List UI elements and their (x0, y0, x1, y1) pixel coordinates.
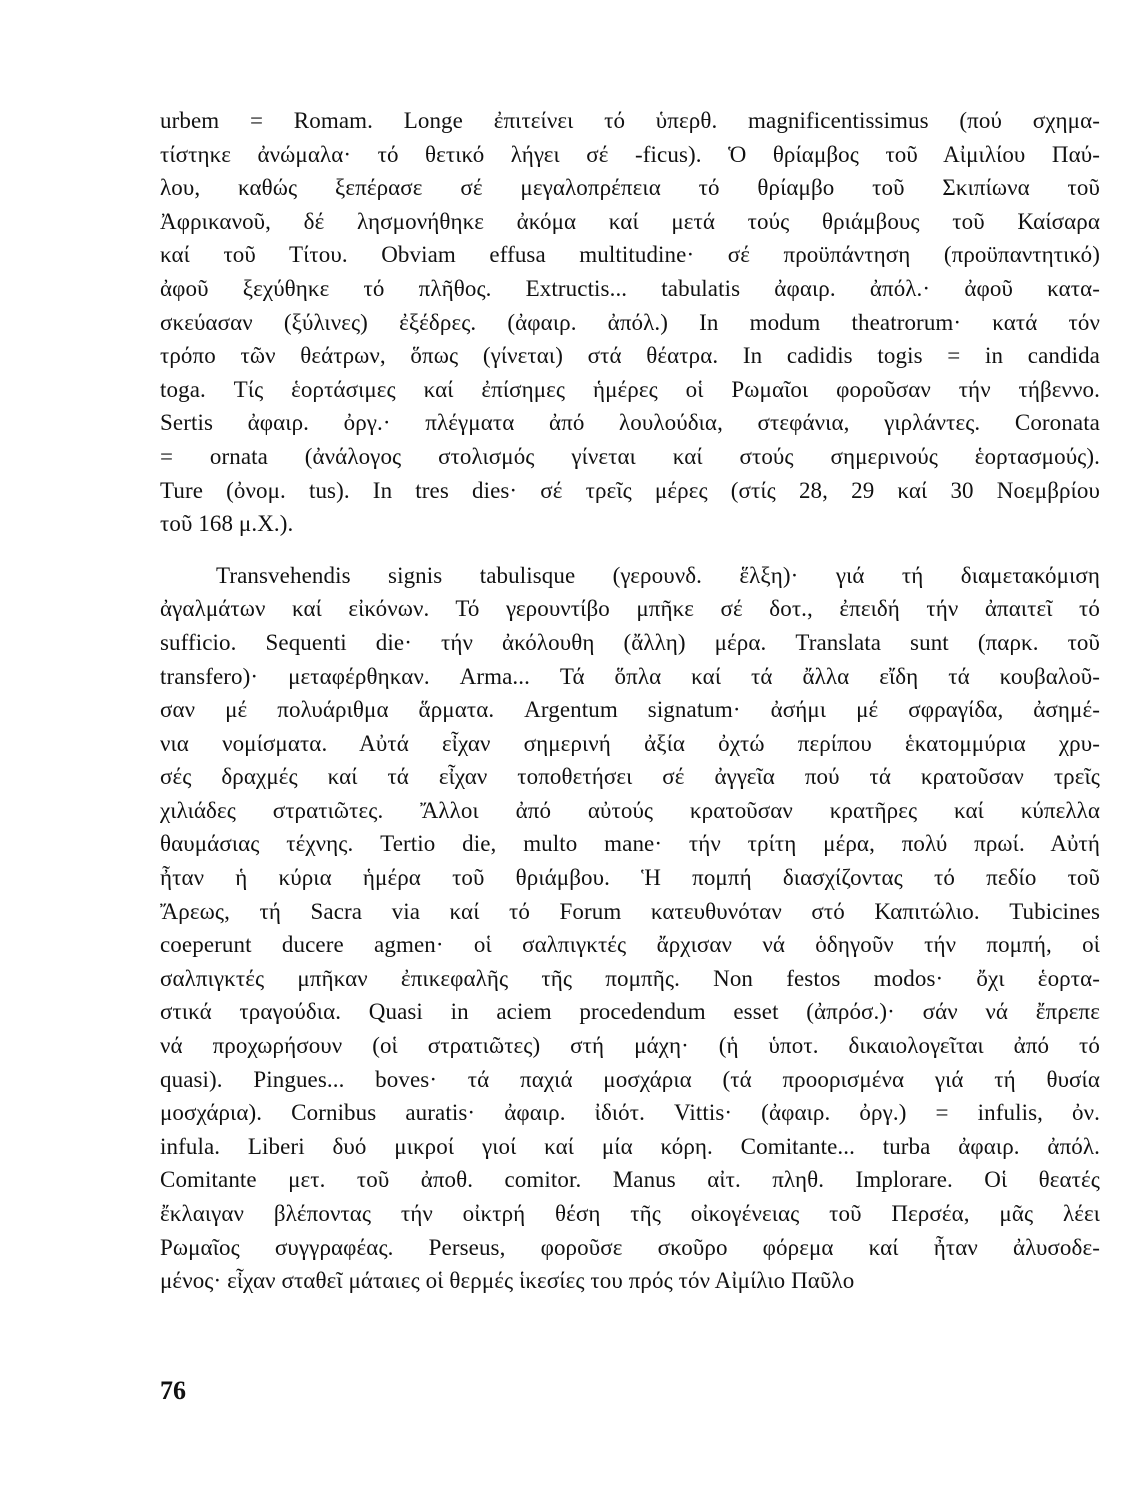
text-line: στικά τραγούδια. Quasi in aciem procedendum esset (ἀπρόσ.)· σάν νά ἔπρεπε (160, 999, 1100, 1025)
text-line: σαλπιγκτές μπῆκαν ἐπικεφαλῆς τῆς πομπῆς. Non festos modos· ὄχι ἑορτα- (160, 965, 1100, 991)
paragraph-2 (160, 559, 1100, 1298)
text-line: Transvehendis signis tabulisque (γερουνδ. ἕλξη)· γιά τή διαμετακόμιση (216, 562, 1100, 588)
text-line: σαν μέ πολυάριθμα ἅρματα. Argentum signatum· ἀσήμι μέ σφραγίδα, ἀσημέ- (160, 697, 1100, 723)
text-line: νια νομίσματα. Αὐτά εἶχαν σημερινή ἀξία ὀχτώ περίπου ἑκατομμύρια χρυ- (160, 730, 1100, 756)
text-line: Ἄρεως, τή Sacra via καί τό Forum κατευθυνόταν στό Καπιτώλιο. Tubicines (160, 898, 1100, 924)
text-line: σές δραχμές καί τά εἶχαν τοποθετήσει σέ ἀγγεῖα πού τά κρατοῦσαν τρεῖς (160, 764, 1100, 790)
page-number: 76 (160, 1376, 186, 1405)
text-line: Comitante μετ. τοῦ ἀποθ. comitor. Manus αἰτ. πληθ. Implorare. Οἱ θεατές (160, 1167, 1100, 1193)
text-line: νά προχωρήσουν (οἱ στρατιῶτες) στή μάχη· (ἡ ὑποτ. δικαιολογεῖται ἀπό τό (160, 1033, 1100, 1059)
text-line: Ρωμαῖος συγγραφέας. Perseus, φοροῦσε σκοῦρο φόρεμα καί ἦταν ἀλυσοδε- (160, 1234, 1100, 1260)
text-line: θαυμάσιας τέχνης. Tertio die, multo mane· τήν τρίτη μέρα, πολύ πρωί. Αὐτή (160, 831, 1100, 857)
text-line: = ornata (ἀνάλογος στολισμός γίνεται καί στούς σημερινούς ἑορτασμούς). (160, 443, 1100, 469)
text-line: χιλιάδες στρατιῶτες. Ἄλλοι ἀπό αὐτούς κρατοῦσαν κρατῆρες καί κύπελλα (160, 797, 1100, 823)
paragraph-1 (160, 104, 1100, 541)
text-line: coeperunt ducere agmen· οἱ σαλπιγκτές ἄρχισαν νά ὁδηγοῦν τήν πομπή, οἱ (160, 932, 1100, 958)
text-line: ἀφοῦ ξεχύθηκε τό πλῆθος. Extructis... tabulatis ἀφαιρ. ἀπόλ.· ἀφοῦ κατα- (160, 275, 1100, 301)
text-line: toga. Τίς ἑορτάσιμες καί ἐπίσημες ἡμέρες οἱ Ρωμαῖοι φοροῦσαν τήν τήβεννο. (160, 376, 1100, 402)
text-line: ἦταν ἡ κύρια ἡμέρα τοῦ θριάμβου. Ἡ πομπή διασχίζοντας τό πεδίο τοῦ (160, 865, 1100, 891)
text-line: λου, καθώς ξεπέρασε σέ μεγαλοπρέπεια τό θρίαμβο τοῦ Σκιπίωνα τοῦ (160, 175, 1100, 201)
text-line: τρόπο τῶν θεάτρων, ὅπως (γίνεται) στά θέατρα. In cadidis togis = in candida (160, 343, 1100, 369)
text-line: quasi). Pingues... boves· τά παχιά μοσχάρια (τά προορισμένα γιά τή θυσία (160, 1066, 1100, 1092)
paragraph-gap (160, 541, 1100, 559)
text-line: Ἀφρικανοῦ, δέ λησμονήθηκε ἀκόμα καί μετά τούς θριάμβους τοῦ Καίσαρα (160, 208, 1100, 234)
text-line: infula. Liberi δυό μικροί γιοί καί μία κόρη. Comitante... turba ἀφαιρ. ἀπόλ. (160, 1133, 1100, 1159)
text-line: τοῦ 168 μ.Χ.). (160, 511, 294, 537)
text-line: ἔκλαιγαν βλέποντας τήν οἰκτρή θέση τῆς οἰκογένειας τοῦ Περσέα, μᾶς λέει (160, 1201, 1100, 1226)
text-line: τίστηκε ἀνώμαλα· τό θετικό λήγει σέ -ficus). Ὁ θρίαμβος τοῦ Αἰμιλίου Παύ- (160, 141, 1100, 167)
text-line: Sertis ἀφαιρ. ὀργ.· πλέγματα ἀπό λουλούδια, στεφάνια, γιρλάντες. Coronata (160, 410, 1100, 436)
body-text (160, 104, 1100, 1298)
text-line: ἀγαλμάτων καί εἰκόνων. Τό γερουντίβο μπῆκε σέ δοτ., ἐπειδή τήν ἀπαιτεῖ τό (160, 596, 1100, 622)
text-line: σκεύασαν (ξύλινες) ἐξέδρες. (ἀφαιρ. ἀπόλ.) In modum theatrorum· κατά τόν (160, 309, 1100, 335)
text-line: μένος· εἶχαν σταθεῖ μάταιες οἱ θερμές ἱκεσίες του πρός τόν Αἰμίλιο Παῦλο (160, 1268, 855, 1294)
text-line: Ture (ὀνομ. tus). In tres dies· σέ τρεῖς μέρες (στίς 28, 29 καί 30 Νοεμβρίου (160, 477, 1100, 503)
text-line: transfero)· μεταφέρθηκαν. Arma... Τά ὅπλα καί τά ἄλλα εἴδη τά κουβαλοῦ- (160, 663, 1100, 689)
text-line: μοσχάρια). Cornibus auratis· ἀφαιρ. ἰδιότ. Vittis· (ἀφαιρ. ὀργ.) = infulis, ὀν. (160, 1100, 1100, 1126)
text-line: sufficio. Sequenti die· τήν ἀκόλουθη (ἄλλη) μέρα. Translata sunt (παρκ. τοῦ (160, 629, 1100, 655)
text-line: καί τοῦ Τίτου. Obviam effusa multitudine· σέ προϋπάντηση (προϋπαντητικό) (160, 242, 1100, 268)
text-line: urbem = Romam. Longe ἐπιτείνει τό ὑπερθ. magnificentissimus (πού σχημα- (160, 108, 1100, 133)
